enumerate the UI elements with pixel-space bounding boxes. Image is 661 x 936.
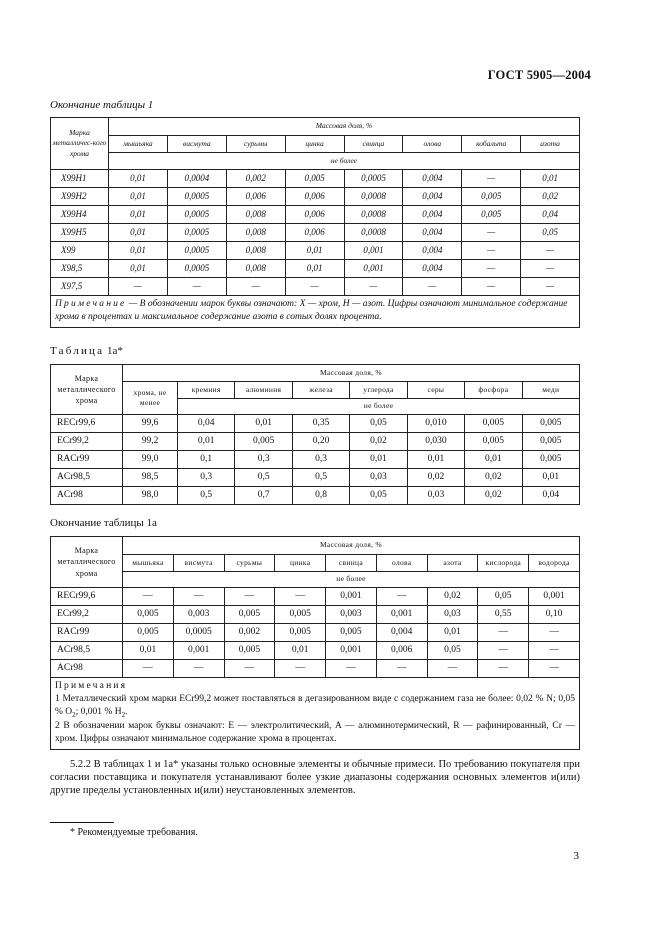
value-cell: 0,35 <box>292 415 349 433</box>
value-cell: 0,04 <box>178 415 235 433</box>
value-cell: 0,01 <box>350 451 407 469</box>
value-cell: 0,5 <box>292 469 349 487</box>
value-cell: — <box>462 170 521 188</box>
col-header: сурьмы <box>224 555 275 572</box>
value-cell: 0,005 <box>522 433 579 451</box>
table-row <box>51 642 580 660</box>
value-cell: 0,006 <box>285 188 344 206</box>
value-cell: 0,005 <box>224 642 275 660</box>
value-cell: 0,005 <box>522 451 579 469</box>
footnote: * Рекомендуемые требования. <box>70 827 198 838</box>
value-cell: 0,02 <box>350 433 407 451</box>
standard-header: ГОСТ 5905—2004 <box>487 68 591 82</box>
value-cell: 0,02 <box>465 487 522 505</box>
value-cell: 0,008 <box>226 242 285 260</box>
value-cell: 0,001 <box>344 260 403 278</box>
value-cell: — <box>167 278 226 296</box>
value-cell: — <box>478 624 529 642</box>
value-cell: — <box>376 660 427 678</box>
table1-note <box>51 296 580 328</box>
grade-header: Марка металличес-кого хрома <box>51 118 109 170</box>
value-cell: 0,5 <box>178 487 235 505</box>
table-row <box>51 451 580 469</box>
grade-cell: RACr99 <box>51 624 123 642</box>
table-number: 1а* <box>106 345 123 357</box>
value-cell: — <box>275 660 326 678</box>
table1 <box>50 117 580 328</box>
value-cell: 0,030 <box>407 433 464 451</box>
col-header: фосфора <box>465 382 522 399</box>
value-cell: 99,0 <box>123 451 178 469</box>
value-cell: 0,20 <box>292 433 349 451</box>
value-cell: 0,006 <box>285 224 344 242</box>
value-cell: 0,01 <box>235 415 292 433</box>
table-row <box>51 278 580 296</box>
value-cell: 0,5 <box>235 469 292 487</box>
footnote-divider <box>50 822 114 823</box>
table-row <box>51 624 580 642</box>
value-cell: — <box>285 278 344 296</box>
value-cell: — <box>123 588 174 606</box>
table-row <box>51 170 580 188</box>
value-cell: 0,005 <box>235 433 292 451</box>
value-cell: 0,004 <box>403 206 462 224</box>
grade-cell: ACr98,5 <box>51 469 123 487</box>
value-cell: 0,55 <box>478 606 529 624</box>
paragraph-5-2-2: 5.2.2 В таблицах 1 и 1а* указаны только основные элементы и обычные примеси. По требованию покупателя при согласии поставщика и покупателя устанавливают более узкие диапазоны содержания основных элементов и(или) другие пределы установленных и(или) неустановленных элементов. <box>50 759 580 797</box>
value-cell: 0,006 <box>226 188 285 206</box>
value-cell: 0,001 <box>529 588 580 606</box>
value-cell: 0,3 <box>178 469 235 487</box>
note-label: Примечание <box>55 299 127 309</box>
notes-label: Примечания <box>55 681 128 691</box>
value-cell: — <box>173 660 224 678</box>
col-header: водорода <box>529 555 580 572</box>
value-cell: 0,03 <box>407 487 464 505</box>
grade-cell: ACr98 <box>51 660 123 678</box>
grade-cell: ACr98,5 <box>51 642 123 660</box>
value-cell: 0,01 <box>109 170 168 188</box>
table-row <box>51 206 580 224</box>
value-cell: 0,01 <box>522 469 579 487</box>
value-cell: 0,8 <box>292 487 349 505</box>
value-cell: 0,005 <box>465 415 522 433</box>
value-cell: 0,0005 <box>167 224 226 242</box>
value-cell: 0,0005 <box>344 170 403 188</box>
value-cell: 0,005 <box>462 206 521 224</box>
value-cell: 0,003 <box>173 606 224 624</box>
table-row <box>51 260 580 278</box>
col-header: висмута <box>167 136 226 153</box>
col-header: сурьмы <box>226 136 285 153</box>
value-cell: 0,02 <box>427 588 478 606</box>
note-text: — В обозначении марок буквы означают: Х — хром, Н — азот. Цифры означают минимальное содержание хрома в процентах и максимальное содержание азота в сотых долях процента. <box>55 299 568 322</box>
value-cell: 0,006 <box>376 642 427 660</box>
table1a-end-caption: Окончание таблицы 1а <box>50 517 157 529</box>
value-cell: 0,05 <box>350 415 407 433</box>
value-cell: 0,3 <box>292 451 349 469</box>
value-cell: — <box>173 588 224 606</box>
mass-header: Массовая доля, % <box>123 365 580 382</box>
table-row <box>51 469 580 487</box>
value-cell: 0,01 <box>109 224 168 242</box>
value-cell: 0,01 <box>109 260 168 278</box>
value-cell: — <box>226 278 285 296</box>
col-header: кремния <box>178 382 235 399</box>
grade-cell: RACr99 <box>51 451 123 469</box>
value-cell: 0,002 <box>226 170 285 188</box>
note-2: 2 В обозначении марок буквы означают: E — электролитический, A — алюминотермический, R — рафинированный, Cr — хром. Цифры означают минимальное содержание хрома в процентах. <box>55 720 575 744</box>
value-cell: — <box>462 260 521 278</box>
value-cell: 0,003 <box>326 606 377 624</box>
table-row <box>51 242 580 260</box>
value-cell: 99,6 <box>123 415 178 433</box>
value-cell: 0,10 <box>529 606 580 624</box>
value-cell: 0,0005 <box>173 624 224 642</box>
value-cell: 0,001 <box>326 588 377 606</box>
note-1: 1 Металлический хром марки ECr99,2 может поставляться в дегазированном виде с содержанием газа не более: 0,02 % N; 0,05 % $O_2$; 0,001 % $H_2$. <box>55 693 575 719</box>
value-cell: 0,01 <box>109 188 168 206</box>
value-cell: 0,004 <box>376 624 427 642</box>
col-header: серы <box>407 382 464 399</box>
value-cell: — <box>521 260 580 278</box>
value-cell: 0,01 <box>465 451 522 469</box>
value-cell: — <box>403 278 462 296</box>
value-cell: — <box>462 242 521 260</box>
value-cell: — <box>462 278 521 296</box>
value-cell: 0,0008 <box>344 206 403 224</box>
value-cell: — <box>521 242 580 260</box>
columns-row <box>51 136 580 153</box>
table-label: Таблица <box>50 345 105 357</box>
chrome-col-header: хрома, не менее <box>123 382 178 415</box>
value-cell: 0,01 <box>178 433 235 451</box>
value-cell: — <box>123 660 174 678</box>
value-cell: 0,010 <box>407 415 464 433</box>
value-cell: 0,1 <box>178 451 235 469</box>
value-cell: — <box>529 642 580 660</box>
value-cell: — <box>344 278 403 296</box>
col-header: углерода <box>350 382 407 399</box>
value-cell: 0,005 <box>123 606 174 624</box>
value-cell: 0,03 <box>350 469 407 487</box>
col-header: меди <box>522 382 579 399</box>
value-cell: 0,005 <box>285 170 344 188</box>
grade-cell: RECr99,6 <box>51 415 123 433</box>
value-cell: 0,008 <box>226 260 285 278</box>
value-cell: 0,005 <box>275 624 326 642</box>
value-cell: 0,03 <box>427 606 478 624</box>
table-row <box>51 487 580 505</box>
value-cell: 0,02 <box>407 469 464 487</box>
value-cell: 0,05 <box>478 588 529 606</box>
value-cell: 0,005 <box>522 415 579 433</box>
value-cell: 0,004 <box>403 224 462 242</box>
value-cell: — <box>376 588 427 606</box>
value-cell: 0,001 <box>173 642 224 660</box>
grade-cell: ACr98 <box>51 487 123 505</box>
value-cell: 0,01 <box>123 642 174 660</box>
value-cell: 0,01 <box>427 624 478 642</box>
col-header: мышьяка <box>109 136 168 153</box>
value-cell: 0,01 <box>109 242 168 260</box>
value-cell: 0,0005 <box>167 188 226 206</box>
value-cell: 0,01 <box>407 451 464 469</box>
table-row <box>51 433 580 451</box>
value-cell: 0,006 <box>285 206 344 224</box>
value-cell: 0,005 <box>326 624 377 642</box>
value-cell: — <box>521 278 580 296</box>
value-cell: 0,001 <box>344 242 403 260</box>
value-cell: 0,004 <box>403 170 462 188</box>
col-header: олова <box>403 136 462 153</box>
value-cell: 0,01 <box>285 260 344 278</box>
value-cell: 0,002 <box>224 624 275 642</box>
value-cell: 99,2 <box>123 433 178 451</box>
value-cell: 0,04 <box>522 487 579 505</box>
col-header: цинка <box>275 555 326 572</box>
grade-cell: Х99Н4 <box>51 206 109 224</box>
table-row <box>51 588 580 606</box>
value-cell: 0,001 <box>376 606 427 624</box>
value-cell: 98,0 <box>123 487 178 505</box>
col-header: свинца <box>326 555 377 572</box>
table1a-notes <box>51 678 580 750</box>
value-cell: — <box>109 278 168 296</box>
value-cell: — <box>478 642 529 660</box>
table-row <box>51 660 580 678</box>
grade-cell: Х99 <box>51 242 109 260</box>
col-header: кобальта <box>462 136 521 153</box>
value-cell: 0,008 <box>226 206 285 224</box>
value-cell: — <box>478 660 529 678</box>
table-row <box>51 606 580 624</box>
value-cell: — <box>462 224 521 242</box>
not-more-label: не более <box>178 399 580 415</box>
value-cell: 0,0008 <box>344 188 403 206</box>
table1a <box>50 364 580 505</box>
col-header: цинка <box>285 136 344 153</box>
not-more-label: не более <box>109 153 580 170</box>
col-header: мышьяка <box>123 555 174 572</box>
table1-caption: Окончание таблицы 1 <box>50 99 154 111</box>
value-cell: — <box>427 660 478 678</box>
col-header: алюминия <box>235 382 292 399</box>
value-cell: 0,05 <box>350 487 407 505</box>
grade-cell: Х99Н5 <box>51 224 109 242</box>
value-cell: 0,02 <box>465 469 522 487</box>
col-header: висмута <box>173 555 224 572</box>
grade-cell: Х98,5 <box>51 260 109 278</box>
table-row <box>51 188 580 206</box>
page-number: 3 <box>573 850 579 862</box>
value-cell: 0,05 <box>521 224 580 242</box>
value-cell: 0,04 <box>521 206 580 224</box>
value-cell: 0,0004 <box>167 170 226 188</box>
mass-header: Массовая доля, % <box>109 118 580 136</box>
value-cell: 0,7 <box>235 487 292 505</box>
value-cell: 0,01 <box>275 642 326 660</box>
value-cell: 0,005 <box>123 624 174 642</box>
value-cell: 0,004 <box>403 260 462 278</box>
value-cell: 0,01 <box>521 170 580 188</box>
col-header: азота <box>521 136 580 153</box>
value-cell: 0,005 <box>462 188 521 206</box>
grade-header: Марка металлического хрома <box>51 537 123 588</box>
value-cell: 0,05 <box>427 642 478 660</box>
value-cell: 0,02 <box>521 188 580 206</box>
grade-cell: ECr99,2 <box>51 433 123 451</box>
col-header: азота <box>427 555 478 572</box>
col-header: свинца <box>344 136 403 153</box>
value-cell: 0,005 <box>275 606 326 624</box>
value-cell: 0,01 <box>109 206 168 224</box>
table-row <box>51 415 580 433</box>
grade-header: Марка металлического хрома <box>51 365 123 415</box>
mass-header: Массовая доля, % <box>123 537 580 555</box>
not-more-label: не более <box>123 572 580 588</box>
value-cell: 0,0005 <box>167 242 226 260</box>
value-cell: — <box>275 588 326 606</box>
value-cell: 0,008 <box>226 224 285 242</box>
grade-cell: Х97,5 <box>51 278 109 296</box>
value-cell: — <box>326 660 377 678</box>
value-cell: 0,3 <box>235 451 292 469</box>
grade-cell: RECr99,6 <box>51 588 123 606</box>
table1a-caption <box>50 345 123 357</box>
col-header: железа <box>292 382 349 399</box>
value-cell: 0,01 <box>285 242 344 260</box>
value-cell: 0,005 <box>465 433 522 451</box>
grade-cell: Х99Н1 <box>51 170 109 188</box>
value-cell: 0,0005 <box>167 206 226 224</box>
value-cell: — <box>224 588 275 606</box>
value-cell: — <box>224 660 275 678</box>
table1a-end <box>50 536 580 750</box>
value-cell: 0,004 <box>403 188 462 206</box>
col-header: кислорода <box>478 555 529 572</box>
value-cell: — <box>529 660 580 678</box>
value-cell: 0,0005 <box>167 260 226 278</box>
grade-cell: Х99Н2 <box>51 188 109 206</box>
col-header: олова <box>376 555 427 572</box>
value-cell: 98,5 <box>123 469 178 487</box>
value-cell: 0,004 <box>403 242 462 260</box>
value-cell: 0,0008 <box>344 224 403 242</box>
value-cell: — <box>529 624 580 642</box>
value-cell: 0,005 <box>224 606 275 624</box>
value-cell: 0,001 <box>326 642 377 660</box>
grade-cell: ECr99,2 <box>51 606 123 624</box>
table-row <box>51 224 580 242</box>
